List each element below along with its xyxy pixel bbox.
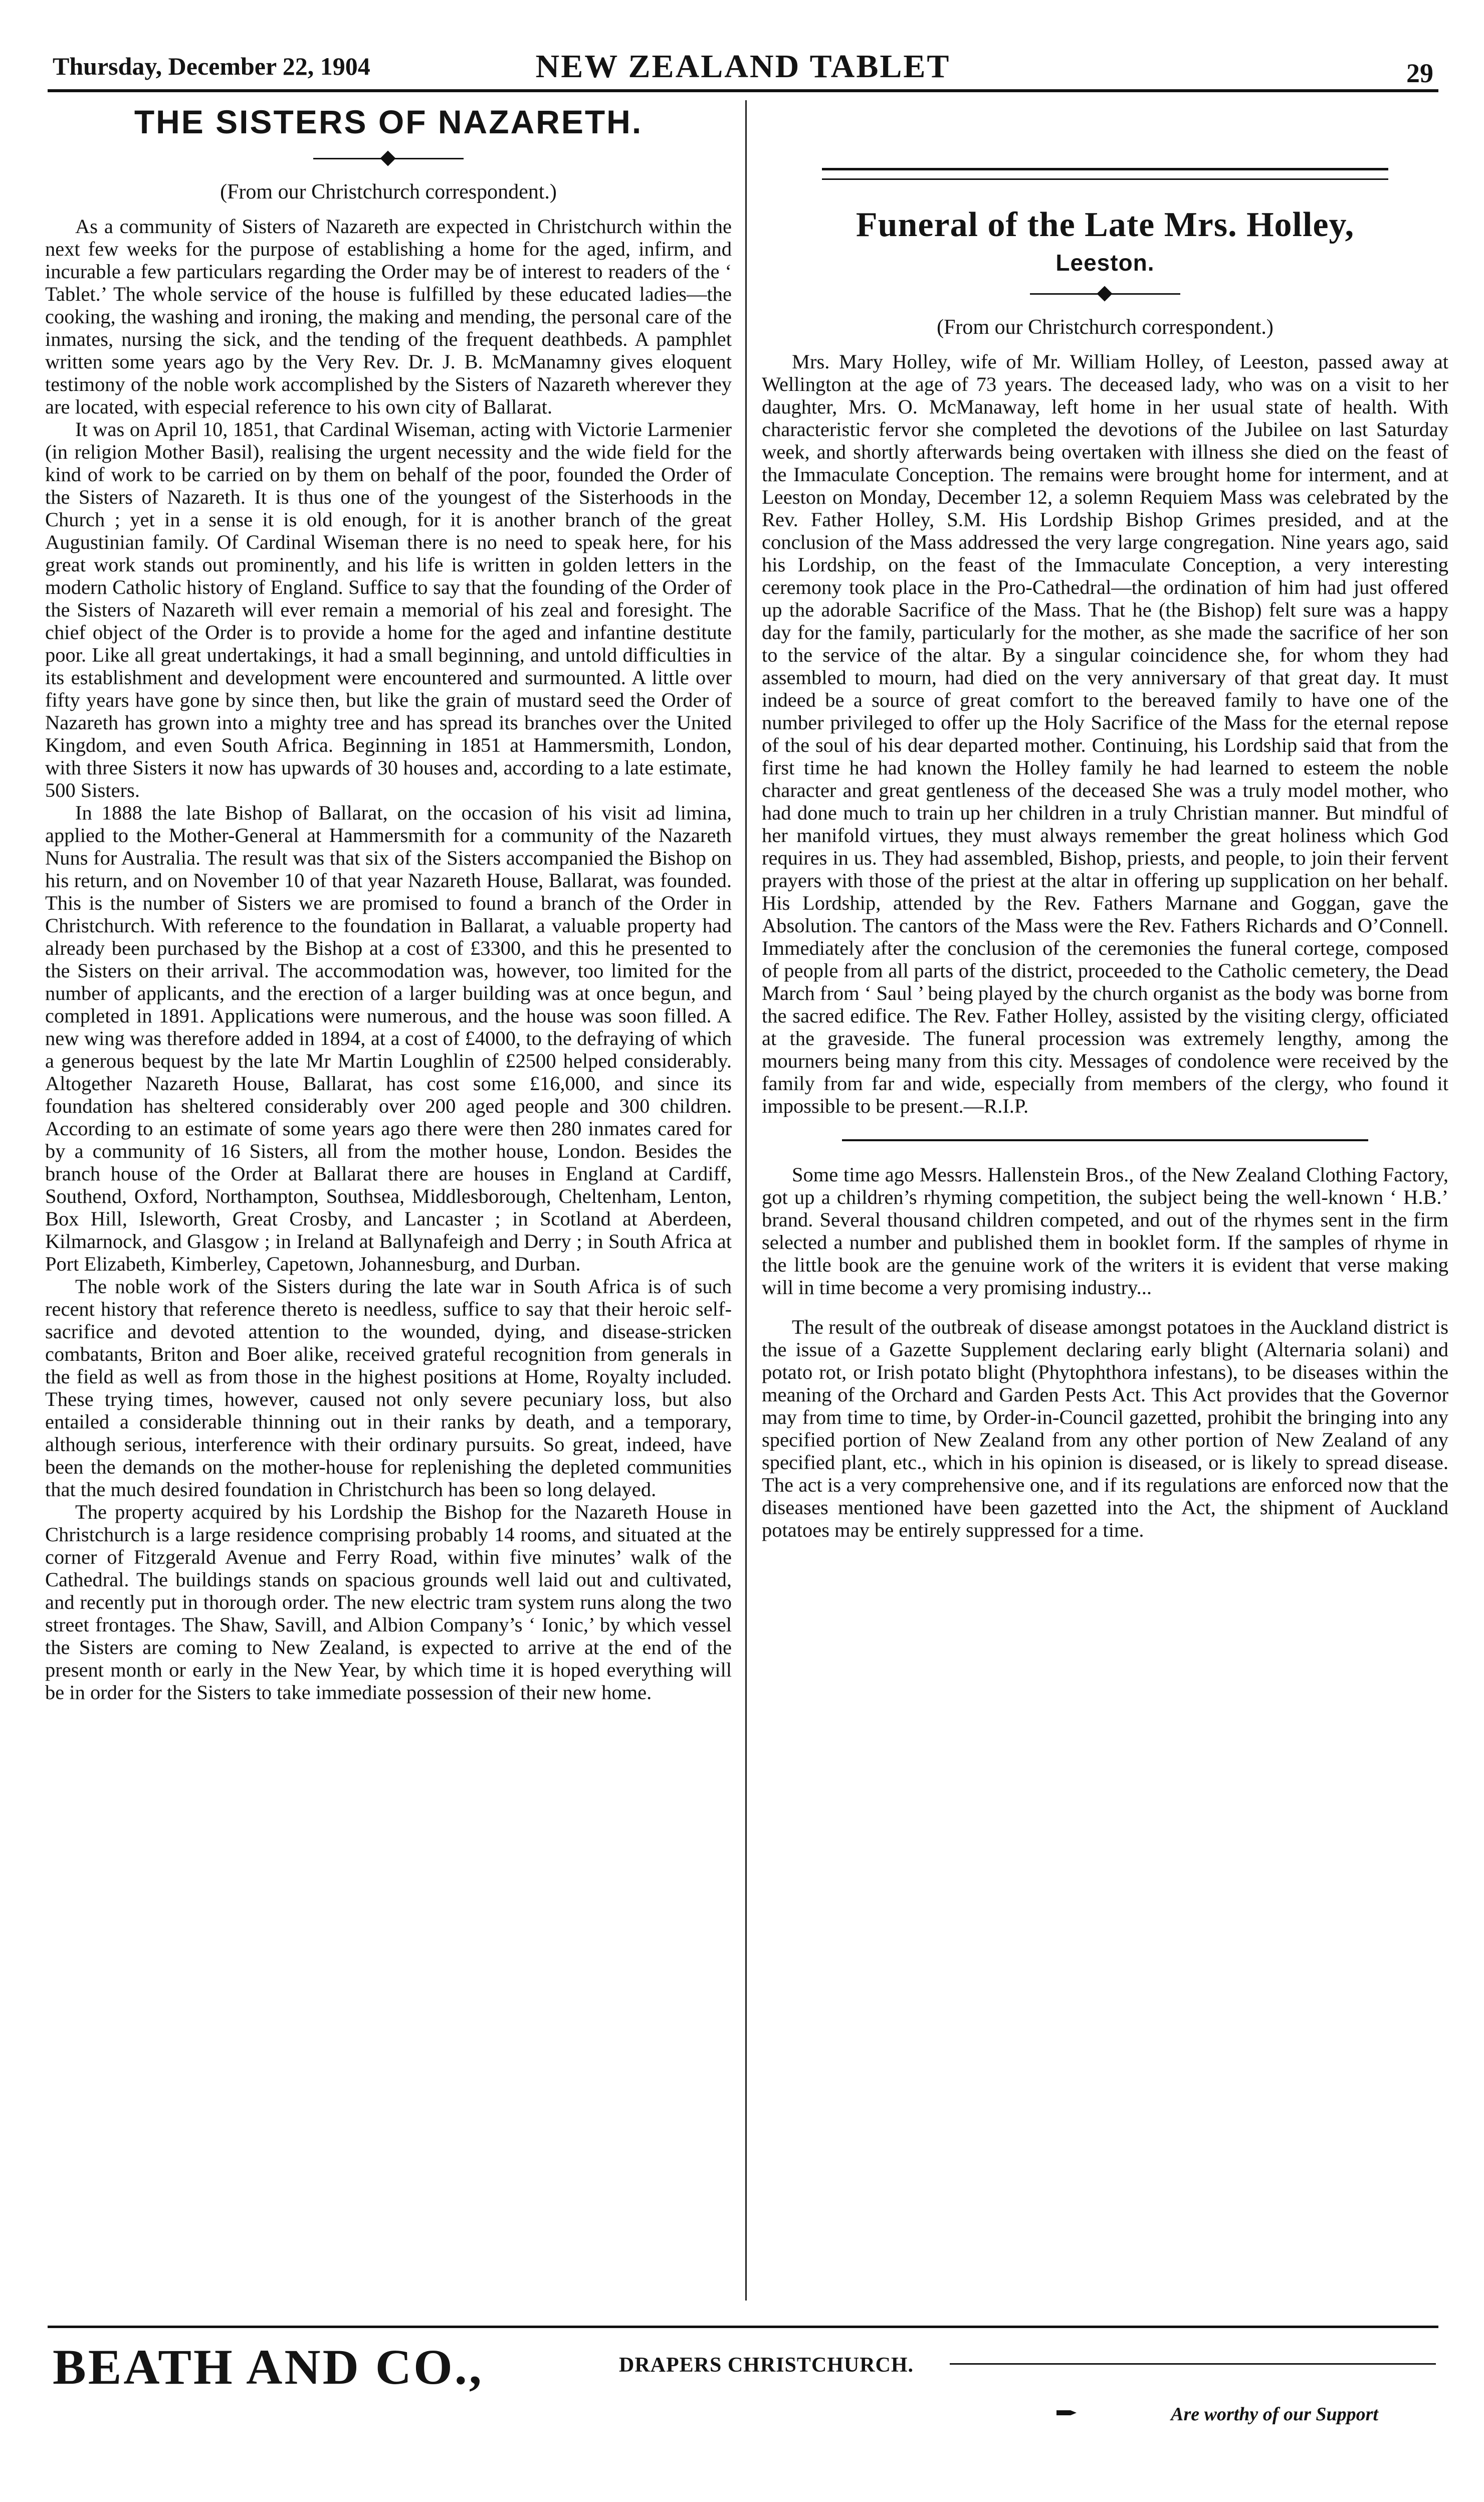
section-rule <box>822 168 1388 180</box>
nazareth-body <box>45 215 732 1704</box>
ornament-divider <box>1030 286 1180 301</box>
advertisement-footer <box>48 2333 1438 2448</box>
advertiser-trade: DRAPERS CHRISTCHURCH. <box>619 2354 914 2377</box>
right-column <box>762 103 1448 2328</box>
masthead-rule <box>48 89 1438 92</box>
blight-note <box>762 1316 1448 1541</box>
nazareth-paragraph: The property acquired by his Lordship the Bishop for the Nazareth House in Christchurch is a large residence comprising probably 14 rooms, and situated at the corner of Fitzgerald Avenue and Ferry Road, within five minutes’ walk of the Cathedral. The buildings stands on spacious grounds well laid out and cultivated, and recently put in thorough order. The new electric tram system runs along the two street frontages. The Shaw, Savill, and Albion Company’s ‘ Ionic,’ by which vessel the Sisters are coming to New Zealand, is expected to arrive at the end of the present month or early in the New Year, by which time it is hoped everything will be in order for the Sisters to take immediate possession of their new home. <box>45 1501 732 1704</box>
page-number: 29 <box>1406 58 1433 88</box>
newspaper-title: NEW ZEALAND TABLET <box>535 48 951 85</box>
nazareth-paragraph: In 1888 the late Bishop of Ballarat, on the occasion of his visit ad limina, applied to the Mother-General at Hammersmith for a community of the Nazareth Nuns for Australia. The result was that six of the Sisters accompanied the Bishop on his return, and on November 10 of that year Nazareth House, Ballarat, was founded. This is the number of Sisters we are promised to found a branch of the Order in Christchurch. With reference to the foundation in Ballarat, a valuable property had already been purchased by the Bishop at a cost of £3300, and this he presented to the Sisters on their arrival. The accommodation was, however, too limited for the number of applicants, and the erection of a larger building was at once begun, and completed in 1891. Applications were numerous, and the house was soon filled. A new wing was therefore added in 1894, at a cost of £4000, to the defraying of which a generous bequest by the late Mr Martin Loughlin of £2500 helped considerably. Altogether Nazareth House, Ballarat, has cost some £16,000, and since its foundation has sheltered considerably over 200 aged people and 300 children. According to an estimate of some years ago there were then 280 inmates cared for by a community of 16 Sisters, all from the mother house, London. Besides the branch house of the Order at Ballarat there are houses in England at Cardiff, Southend, Oxford, Northampton, Southsea, Middlesborough, Cheltenham, Lenton, Box Hill, Isleworth, Great Crosby, and Lancaster ; in Scotland at Aberdeen, Kilmarnock, and Glasgow ; in Ireland at Ballynafeigh and Derry ; in South Africa at Port Elizabeth, Kimberley, Capetown, Johannesburg, and Durban. <box>45 801 732 1275</box>
nazareth-paragraph: The noble work of the Sisters during the late war in South Africa is of such recent history that reference thereto is needless, suffice to say that their heroic self-sacrifice and devoted attention to the wounded, dying, and disease-stricken combatants, Briton and Boer alike, received grateful recognition from generals in the field as well as from those in the highest positions at Home, Royalty included. These trying times, however, caused not only severe pecuniary loss, but also entailed a considerable thinning out in their ranks by death, and a temporary, although serious, interference with their ordinary pursuits. So great, indeed, have been the demands on the mother-house for replenishing the depleted communities that the much desired foundation in Christchurch has been so long delayed. <box>45 1275 732 1501</box>
advertiser-tagline: Are worthy of our Support <box>1171 2404 1378 2425</box>
hallenstein-paragraph: Some time ago Messrs. Hallenstein Bros., of the New Zealand Clothing Factory, got up a children’s rhyming competition, the subject being the well-known ‘ H.B.’ brand. Several thousand children competed, and out of the rhymes sent in the firm selected a number and published them in booklet form. If the samples of rhyme in the little book are the genuine work of the writers it is evident that verse making will in time become a very promising industry... <box>762 1163 1448 1299</box>
column-divider <box>745 100 747 2301</box>
issue-date: Thursday, December 22, 1904 <box>53 52 370 80</box>
hallenstein-note <box>762 1163 1448 1299</box>
holley-paragraph: Mrs. Mary Holley, wife of Mr. William Holley, of Leeston, passed away at Wellington at the age of 73 years. The deceased lady, who was on a visit to her daughter, Mrs. O. McManaway, left home in her usual state of health. With characteristic fervor she completed the devotions of the Jubilee on last Saturday week, and shortly afterwards being overtaken with illness she died on the feast of the Immaculate Conception. The remains were brought home for interment, and at Leeston on Monday, December 12, a solemn Requiem Mass was celebrated by the Rev. Father Holley, S.M. His Lordship Bishop Grimes presided, and at the conclusion of the Mass addressed the very large congregation. Nine years ago, said his Lordship, on the feast of the Immaculate Conception, a very interesting ceremony took place in the Pro-Cathedral—the ordination of him had just offered up the adorable Sacrifice of the Mass. That he (the Bishop) felt sure was a happy day for the family, particularly for the mother, as she made the sacrifice of her son to the service of the altar. By a singular coincidence she, for whom they had assembled to mourn, had died on the very anniversary of that great day. It must indeed be a source of great comfort to the bereaved family to have one of the number privileged to offer up the Holy Sacrifice of the Mass for the eternal repose of the soul of his dear departed mother. Continuing, his Lordship said that from the first time he had known the Holley family he had learned to esteem the noble character and great gentleness of the deceased She was a truly model mother, who had done much to train up her children in a truly Christian manner. But mindful of her manifold virtues, they must always remember the great holiness which God requires in us. They had assembled, Bishop, priests, and people, to join their fervent prayers with those of the priest at the altar in offering up supplication on her behalf. His Lordship, attended by the Rev. Fathers Marnane and Goggan, gave the Absolution. The cantors of the Mass were the Rev. Fathers Richards and O’Connell. Immediately after the conclusion of the ceremonies the funeral cortege, composed of people from all parts of the district, proceeded to the Catholic cemetery, the Dead March from ‘ Saul ’ being played by the church organist as the body was borne from the sacred edifice. The Rev. Father Holley, assisted by the visiting clergy, officiated at the graveside. The funeral procession was extremely lengthy, among the mourners being many from this city. Messages of condolence were received by the family from far and wide, especially from members of the clergy, who found it impossible to be present.—R.I.P. <box>762 350 1448 1117</box>
holley-body <box>762 350 1448 1117</box>
nazareth-paragraph: It was on April 10, 1851, that Cardinal Wiseman, acting with Victorie Larmenier (in religion Mother Basil), realising the urgent necessity and the wide field for the kind of work to be carried on by them on behalf of the poor, founded the Order of the Sisters of Nazareth. It is thus one of the youngest of the Sisterhoods in the Church ; yet in a sense it is old enough, for it is another branch of the great Augustinian family. Of Cardinal Wiseman there is no need to speak here, for his great work stands out prominently, and his life is written in golden letters in the modern Catholic history of England. Suffice to say that the founding of the Order of the Sisters of Nazareth will ever remain a memorial of his zeal and foresight. The chief object of the Order is to provide a home for the aged and infantine destitute poor. Like all great undertakings, it had a small beginning, and untold difficulties in its establishment and development were encountered and surmounted. A little over fifty years have gone by since then, but like the grain of mustard seed the Order of Nazareth has grown into a mighty tree and has spread its branches over the United Kingdom, and even South Africa. Beginning in 1851 at Hammersmith, London, with three Sisters it now has upwards of 30 houses and, according to a late estimate, 500 Sisters. <box>45 418 732 801</box>
blight-paragraph: The result of the outbreak of disease amongst potatoes in the Auckland district is the issue of a Gazette Supplement declaring early blight (Alternaria solani) and potato rot, or Irish potato blight (Phytophthora infestans), to be diseases within the meaning of the Orchard and Garden Pests Act. This Act provides that the Governor may from time to time, by Order-in-Council gazetted, prohibit the bringing into any specified portion of New Zealand from any other portion of New Zealand of any specified plant, etc., which in his opinion is diseased, or is likely to spread disease. The act is a very comprehensive one, and if its regulations are enforced now that the diseases mentioned have been gazetted into the Act, the shipment of Auckland potatoes may be entirely suppressed for a time. <box>762 1316 1448 1541</box>
nazareth-byline: (From our Christchurch correspondent.) <box>220 180 557 203</box>
pointing-hand-icon <box>1055 2407 1078 2418</box>
section-rule <box>842 1139 1368 1141</box>
holley-byline: (From our Christchurch correspondent.) <box>937 316 1274 339</box>
ornament-divider <box>313 151 464 166</box>
footer-inline-rule <box>950 2363 1436 2365</box>
left-column <box>45 103 732 2328</box>
footer-rule <box>48 2326 1438 2328</box>
nazareth-paragraph: As a community of Sisters of Nazareth are expected in Christchurch within the next few weeks for the purpose of establishing a home for the aged, infirm, and incurable a few particulars regarding the Order may be of interest to readers of the ‘ Tablet.’ The whole service of the house is fulfilled by these educated ladies—the cooking, the washing and ironing, the making and mending, the personal care of the inmates, nursing the sick, and the tending of the frequent deathbeds. A pamphlet written some years ago by the Very Rev. Dr. J. B. McManamny gives eloquent testimony of the noble work accomplished by the Sisters of Nazareth wherever they are located, with especial reference to his own city of Ballarat. <box>45 215 732 418</box>
holley-subhead: Leeston. <box>1055 250 1155 276</box>
masthead <box>48 48 1438 88</box>
holley-headline: Funeral of the Late Mrs. Holley, <box>856 205 1355 244</box>
advertiser-name: BEATH AND CO., <box>53 2339 484 2395</box>
nazareth-headline: THE SISTERS OF NAZARETH. <box>134 103 643 140</box>
